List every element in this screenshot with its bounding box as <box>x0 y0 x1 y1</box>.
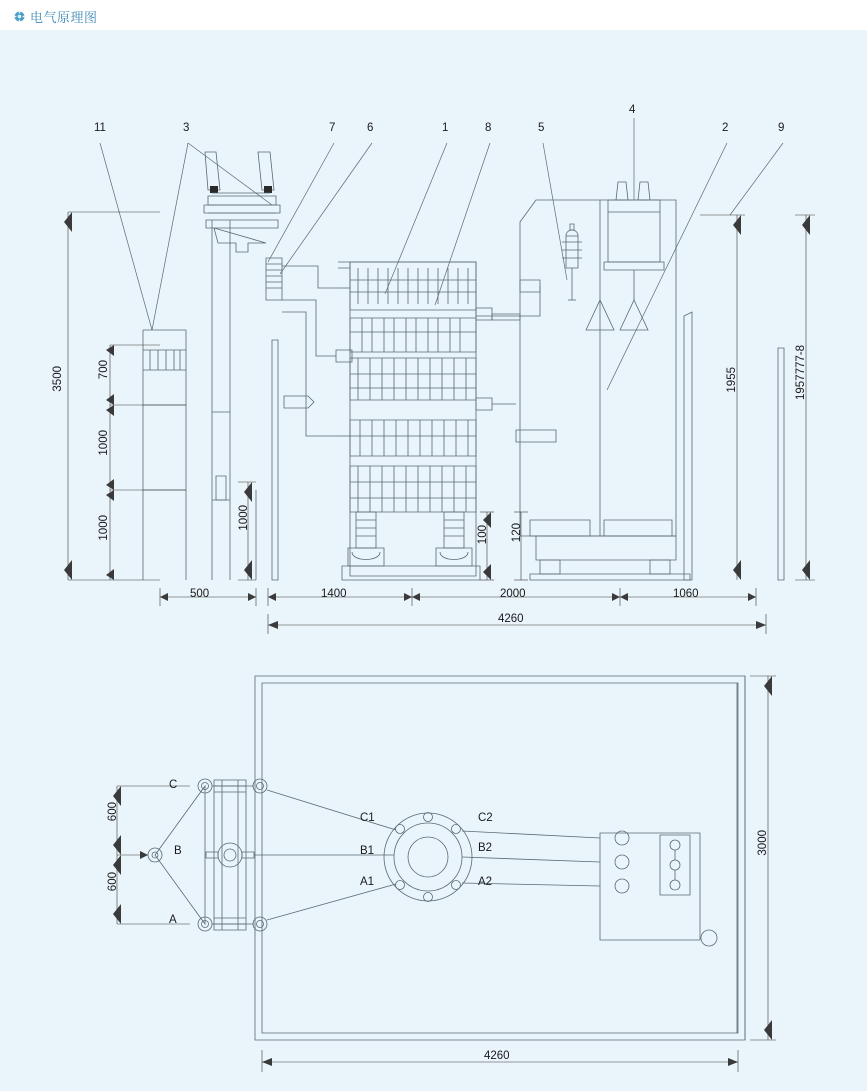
dim-4260-elevation: 4260 <box>498 613 524 625</box>
dim-1957777-8: 1957777-8 <box>795 345 807 400</box>
dim-1000-b: 1000 <box>98 515 110 541</box>
dim-500: 500 <box>190 588 210 600</box>
terminal-label-B: B <box>174 845 182 857</box>
transformer-body <box>282 262 492 580</box>
terminal-label-C2: C2 <box>478 812 493 824</box>
callout-8: 8 <box>485 122 492 134</box>
callout-7: 7 <box>329 122 336 134</box>
terminal-label-A: A <box>169 914 177 926</box>
dim-1955: 1955 <box>726 367 738 393</box>
terminal-label-B2: B2 <box>478 842 493 854</box>
callout-1: 1 <box>442 122 449 134</box>
dim-600-b: 600 <box>107 872 119 892</box>
insulator-column <box>143 152 314 580</box>
callout-9: 9 <box>778 122 785 134</box>
dim-1400: 1400 <box>321 588 347 600</box>
terminal-label-A2: A2 <box>478 876 493 888</box>
dim-3500: 3500 <box>52 366 64 392</box>
dim-4260-plan: 4260 <box>484 1050 510 1062</box>
dim-100: 100 <box>477 525 489 545</box>
dim-3000: 3000 <box>757 830 769 856</box>
callout-6: 6 <box>367 122 374 134</box>
plan-view-geometry <box>148 676 745 1040</box>
dimension-lines-elevation <box>64 212 815 634</box>
tank-assembly <box>476 182 692 580</box>
page-title: 电气原理图 <box>30 10 98 25</box>
callout-2: 2 <box>722 122 729 134</box>
dim-1000-c: 1000 <box>238 505 250 531</box>
dim-1060: 1060 <box>673 588 699 600</box>
callout-5: 5 <box>538 122 545 134</box>
dim-1000-a: 1000 <box>98 430 110 456</box>
dim-120: 120 <box>511 523 523 543</box>
dim-600-a: 600 <box>107 802 119 822</box>
item-9-bar <box>778 348 784 580</box>
callout-4: 4 <box>629 104 636 116</box>
terminal-label-A1: A1 <box>360 876 375 888</box>
terminal-label-C: C <box>169 779 178 791</box>
terminal-label-B1: B1 <box>360 845 375 857</box>
callout-3: 3 <box>183 122 190 134</box>
callout-leaders <box>100 118 783 390</box>
dim-700: 700 <box>98 360 110 380</box>
dim-2000: 2000 <box>500 588 526 600</box>
callout-11: 11 <box>94 122 106 134</box>
terminal-label-C1: C1 <box>360 812 375 824</box>
dimension-lines-plan <box>113 676 776 1072</box>
